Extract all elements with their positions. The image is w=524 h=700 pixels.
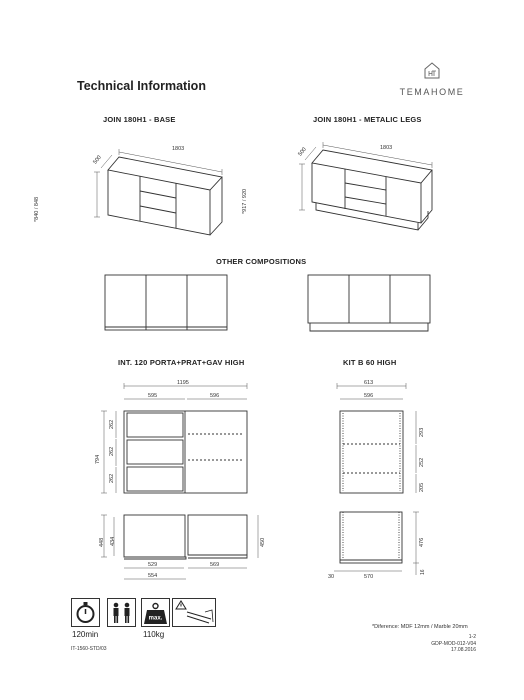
drawing-other-base <box>100 272 235 337</box>
document-date: 17.08.2016 <box>450 647 476 653</box>
stopwatch-icon <box>71 598 100 627</box>
dim-int-h3: 262 <box>109 473 115 483</box>
weight-max-icon <box>141 598 170 627</box>
drawing-int120-front <box>80 372 270 502</box>
reference-code: IT-1560-STD/03 <box>71 646 107 652</box>
drawing-kit-top <box>320 505 430 590</box>
dim-kit-w: 570 <box>364 574 374 580</box>
max-weight: 110kg <box>143 630 165 639</box>
warning-wall-fix-icon <box>172 598 216 627</box>
dim-kit-bottom: 16 <box>420 569 426 575</box>
drawing-kit-front <box>320 372 430 502</box>
dim-base-height: *840 / 848 <box>34 196 40 222</box>
dim-kit-depth: 476 <box>419 537 425 547</box>
dim-metal-depth: 500 <box>297 146 308 158</box>
dim-int-left: 595 <box>148 393 158 399</box>
material-note: *Diference: MDF 12mm / Marble 20mm <box>372 624 468 630</box>
assembly-time: 120min <box>72 630 99 639</box>
page-title: Technical Information <box>77 79 206 93</box>
brand-name: TEMAHOME <box>399 87 465 97</box>
dim-base-width: 1803 <box>172 146 185 152</box>
dim-top-depth2: 434 <box>110 536 116 546</box>
drawing-base-iso <box>34 130 250 245</box>
dim-top-depth1: 448 <box>99 537 105 547</box>
dim-int-total: 1195 <box>177 380 189 386</box>
dim-kit-total: 613 <box>364 380 374 386</box>
section-title-base: JOIN 180H1 - BASE <box>103 115 176 124</box>
dim-top-side: 450 <box>260 537 266 547</box>
document-code: GDP-MOD-012-V04 <box>431 641 476 647</box>
dim-int-h2: 262 <box>109 446 115 456</box>
page-number: 1-2 <box>468 634 476 640</box>
section-title-other: OTHER COMPOSITIONS <box>216 257 307 266</box>
drawing-metal-iso <box>242 130 460 245</box>
dim-top-w2: 569 <box>210 562 220 568</box>
dim-kit-h3: 205 <box>419 482 425 492</box>
dim-int-right: 596 <box>210 393 220 399</box>
dim-kit-inner: 596 <box>364 393 374 399</box>
dim-metal-width: 1803 <box>380 145 393 151</box>
dim-kit-h1: 293 <box>419 427 425 437</box>
dim-base-depth: 500 <box>92 154 103 166</box>
dim-int-h1: 262 <box>109 419 115 429</box>
logo-house-icon <box>392 60 472 80</box>
section-title-int120: INT. 120 PORTA+PRAT+GAV HIGH <box>118 358 245 367</box>
section-title-metal: JOIN 180H1 - METALIC LEGS <box>313 115 422 124</box>
drawing-other-metal <box>303 272 433 337</box>
dim-kit-h2: 252 <box>419 457 425 467</box>
dim-top-w1: 529 <box>148 562 158 568</box>
dim-top-w3: 554 <box>148 573 158 579</box>
dim-kit-left: 30 <box>328 574 335 580</box>
dim-metal-height: *917 / 920 <box>242 188 248 214</box>
section-title-kitb60: KIT B 60 HIGH <box>343 358 397 367</box>
brand-logo <box>392 60 472 97</box>
drawing-int120-top <box>80 505 270 590</box>
weight-max-label: max. <box>148 615 163 622</box>
dim-int-htotal: 794 <box>95 454 101 464</box>
two-persons-icon <box>107 598 136 627</box>
